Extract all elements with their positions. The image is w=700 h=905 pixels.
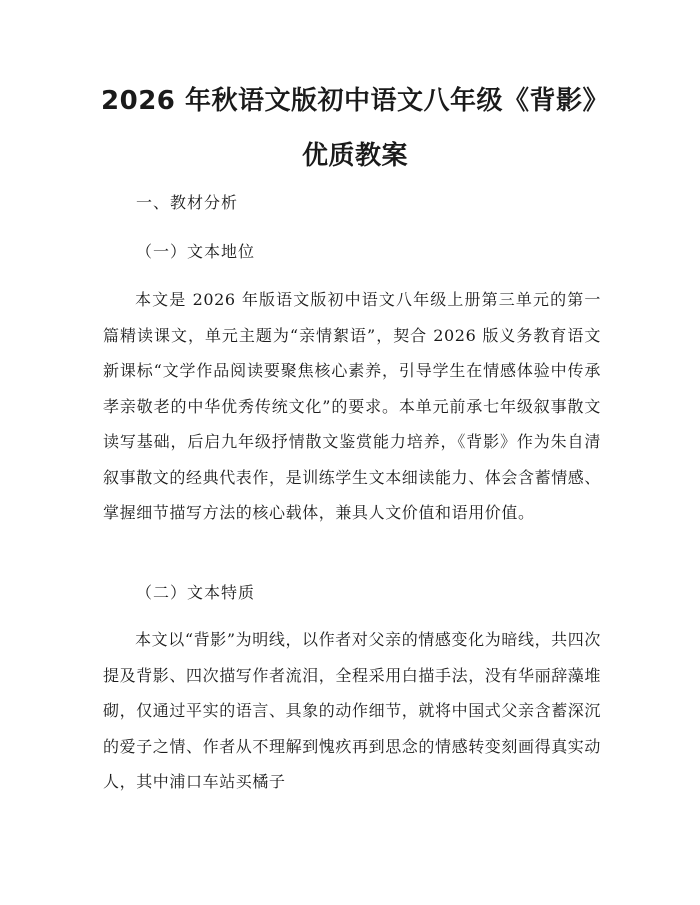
subsection-heading-text-features: （二）文本特质 [136, 583, 256, 602]
subsection-heading-text-position: （一）文本地位 [136, 242, 256, 261]
paragraph-text-features: 本文以“背影”为明线，以作者对父亲的情感变化为暗线，共四次提及背影、四次描写作者流泪，全程采用白描手法，没有华丽辞藻堆砌，仅通过平实的语言、具象的动作细节，就将中国式父亲含蓄深沉的爱子之情、作者从不理解到愧疚再到思念的情感转变刻画得真实动人，其中浦口车站买橘子 [103, 630, 602, 791]
document-title: 2026 年秋语文版初中语文八年级《背影》优质教案 [101, 86, 609, 171]
section-heading-teaching-material-analysis: 一、教材分析 [136, 193, 239, 212]
paragraph-text-position: 本文是 2026 年版语文版初中语文八年级上册第三单元的第一篇精读课文，单元主题为“亲情絮语”，契合 2026 版义务教育语文新课标“文学作品阅读要聚焦核心素养，引导学生在情感体验中传承孝亲敬老的中华优秀传统文化”的要求。本单元前承七年级叙事散文读写基础，后启九年级抒情散文鉴赏能力培养，《背影》作为朱自清叙事散文的经典代表作，是训练学生文本细读能力、体会含蓄情感、掌握细节描写方法的核心载体，兼具人文价值和语用价值。 [103, 290, 602, 522]
